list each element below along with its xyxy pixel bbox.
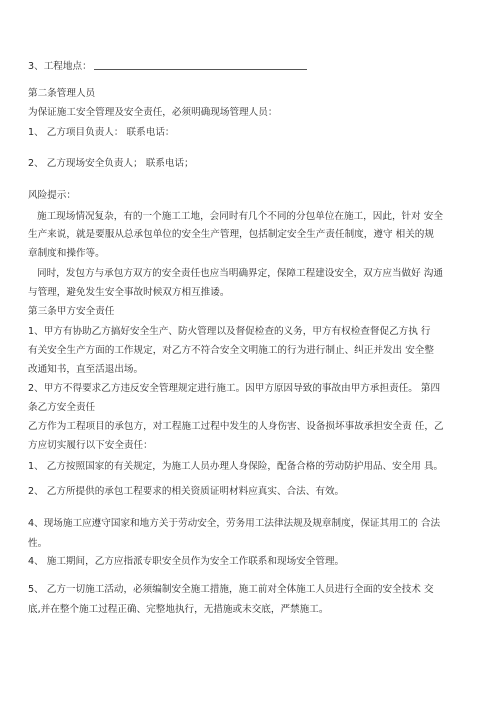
a3-item2-line1: 2、甲方不得要求乙方违反安全管理规定进行施工。因甲方原因导致的事故由甲方承担责任。 第四 [28,383,441,394]
risk-para1-line2: 生产来说，就是要服从总承包单位的安全生产管理，包括制定安全生产责任制度，遵守 相关的规 [28,229,434,240]
a4-intro-line2: 方应切实履行以下安全责任： [28,440,153,451]
site-line [28,61,307,73]
site-blank-line [94,68,307,70]
a4-item4-line1: 4、现场施工应遵守国家和地方关于劳动安全，劳务用工法律法规及规章制度，保证其用工的 合法 [28,518,441,529]
article2-intro: 为保证施工安全管理及安全责任，必须明确现场管理人员： [28,107,278,118]
article3-title: 第三条甲方安全责任 [28,306,115,317]
risk-para2-line1: 同时，发包方与承包方双方的安全责任也应当明确界定，保障工程建设安全，双方应当做好 沟通 [37,268,443,279]
article2-title: 第二条管理人员 [28,88,96,99]
risk-title: 风险提示： [28,190,76,201]
a4-item1: 1、 乙方按照国家的有关规定，为施工人员办理人身保险，配备合格的劳动防护用品、安全用 具。 [28,461,444,472]
site-label: 3、工程地点： [28,61,92,72]
manager-item-1: 1、 乙方项目负责人： 联系电话： [28,127,175,138]
a4-item6-line1: 5、 乙方一切施工活动，必须编制安全施工措施，施工前对全体施工人员进行全面的安全技术 交 [28,584,434,595]
risk-para1-line3: 章制度和操作等。 [28,248,105,259]
manager-item-2: 2、 乙方现场安全负责人； 联系电话； [28,158,194,169]
a4-item2: 2、 乙方所提供的承包工程要求的相关资质证明材料应真实、合法、有效。 [28,486,345,497]
a3-item1-line3: 改通知书，直至活退出场。 [28,364,144,375]
a3-item1-line1: 1、甲方有协助乙方搞好安全生产、防火管理以及督促检查的义务，甲方有权检查督促乙方执 行 [28,326,431,337]
risk-para2-line2: 与管理，避免发生安全事故时候双方相互推诿。 [28,287,230,298]
a4-item5: 4、 施工期间，乙方应指派专职安全员作为安全工作联系和现场安全管理。 [28,556,345,567]
a4-item4-line2: 性。 [28,538,48,549]
a4-intro-line1: 乙方作为工程项目的承包方，对工程施工过程中发生的人身伤害、设备损坏事故承担安全责 任，乙 [28,421,444,432]
a3-item2-line2: 条乙方安全责任 [28,402,96,413]
a3-item1-line2: 有关安全生产方面的工作规定，对乙方不符合安全文明施工的行为进行制止、纠正并发出 安全整 [28,345,434,356]
risk-para1-line1: 施工现场情况复杂，有的一个施工工地，会同时有几个不同的分包单位在施工，因此，针对 安全 [37,211,443,222]
a4-item6-line2: 底,并在整个施工过程正确、完整地执行，无措施或未交底，严禁施工。 [28,604,329,615]
